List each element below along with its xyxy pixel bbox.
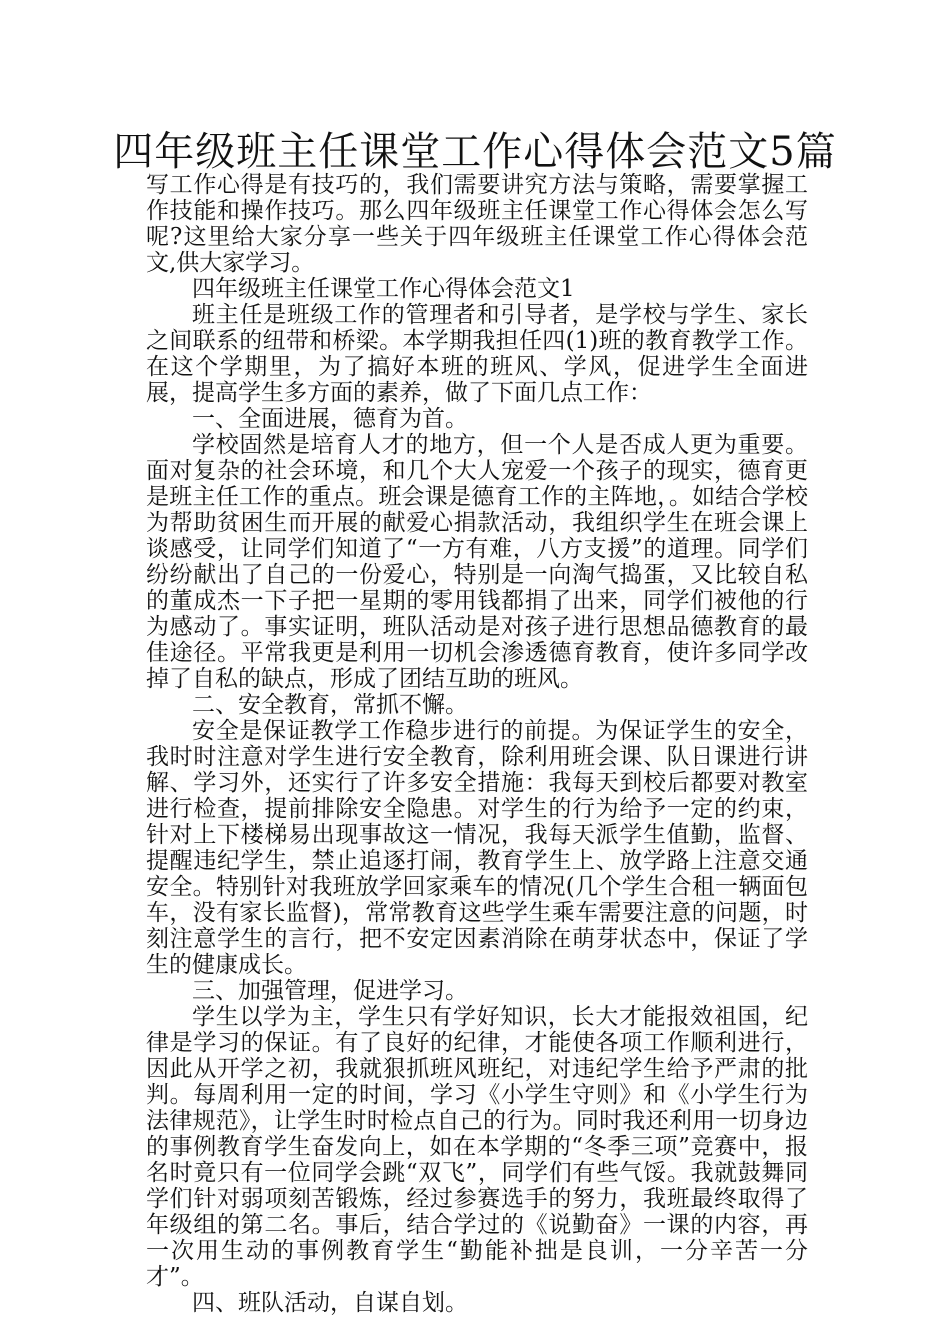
body-paragraph: 安全是保证教学工作稳步进行的前提。为保证学生的安全，我时时注意对学生进行安全教育，除利用班会课、队日课进行讲解、学习外，还实行了许多安全措施：我每天到校后都要对教室进行检查，提前排除安全隐患。对学生的行为给予一定的约束，针对上下楼梯易出现事故这一情况，我每天派学生值勤，监督、提醒违纪学生，禁止追逐打闹，教育学生上、放学路上注意交通安全。特别针对我班放学回家乘车的情况(几个学生合租一辆面包车，没有家长监督)，常常教育这些学生乘车需要注意的问题，时刻注意学生的言行，把不安定因素消除在萌芽状态中，保证了学生的健康成长。 xyxy=(146,718,808,978)
document-title: 四年级班主任课堂工作心得体会范文5篇 xyxy=(113,129,837,175)
document-body xyxy=(146,172,808,1316)
body-paragraph: 班主任是班级工作的管理者和引导者，是学校与学生、家长之间联系的纽带和桥梁。本学期我担任四(1)班的教育教学工作。在这个学期里，为了搞好本班的班风、学风，促进学生全面进展，提高学生多方面的素养，做了下面几点工作： xyxy=(146,302,808,406)
point-heading-4: 四、班队活动，自谋自划。 xyxy=(192,1290,468,1316)
section-heading-sample-1: 四年级班主任课堂工作心得体会范文1 xyxy=(192,276,575,302)
point-heading-1: 一、全面进展，德育为首。 xyxy=(192,406,468,432)
point-heading-3: 三、加强管理，促进学习。 xyxy=(192,978,468,1004)
body-paragraph: 学校固然是培育人才的地方，但一个人是否成人更为重要。面对复杂的社会环境，和几个大人宠爱一个孩子的现实，德育更是班主任工作的重点。班会课是德育工作的主阵地，。如结合学校为帮助贫困生而开展的献爱心捐款活动，我组织学生在班会课上谈感受，让同学们知道了“一方有难，八方支援”的道理。同学们纷纷献出了自己的一份爱心，特别是一向淘气捣蛋，又比较自私的董成杰一下子把一星期的零用钱都捐了出来，同学们被他的行为感动了。事实证明，班队活动是对孩子进行思想品德教育的最佳途径。平常我更是利用一切机会渗透德育教育，使许多同学改掉了自私的缺点，形成了团结互助的班风。 xyxy=(146,432,808,692)
point-heading-2: 二、安全教育，常抓不懈。 xyxy=(192,692,468,718)
body-paragraph: 学生以学为主，学生只有学好知识，长大才能报效祖国，纪律是学习的保证。有了良好的纪律，才能使各项工作顺利进行，因此从开学之初，我就狠抓班风班纪，对违纪学生给予严肃的批判。每周利用一定的时间，学习《小学生守则》和《小学生行为法律规范》，让学生时时检点自己的行为。同时我还利用一切身边的事例教育学生奋发向上，如在本学期的“冬季三项”竞赛中，报名时竟只有一位同学会跳“双飞”，同学们有些气馁。我就鼓舞同学们针对弱项刻苦锻炼，经过参赛选手的努力，我班最终取得了年级组的第二名。事后，结合学过的《说勤奋》一课的内容，再一次用生动的事例教育学生“勤能补拙是良训，一分辛苦一分才”。 xyxy=(146,1004,808,1290)
intro-paragraph: 写工作心得是有技巧的，我们需要讲究方法与策略，需要掌握工作技能和操作技巧。那么四年级班主任课堂工作心得体会怎么写呢?这里给大家分享一些关于四年级班主任课堂工作心得体会范文,供大家学习。 xyxy=(146,172,808,276)
